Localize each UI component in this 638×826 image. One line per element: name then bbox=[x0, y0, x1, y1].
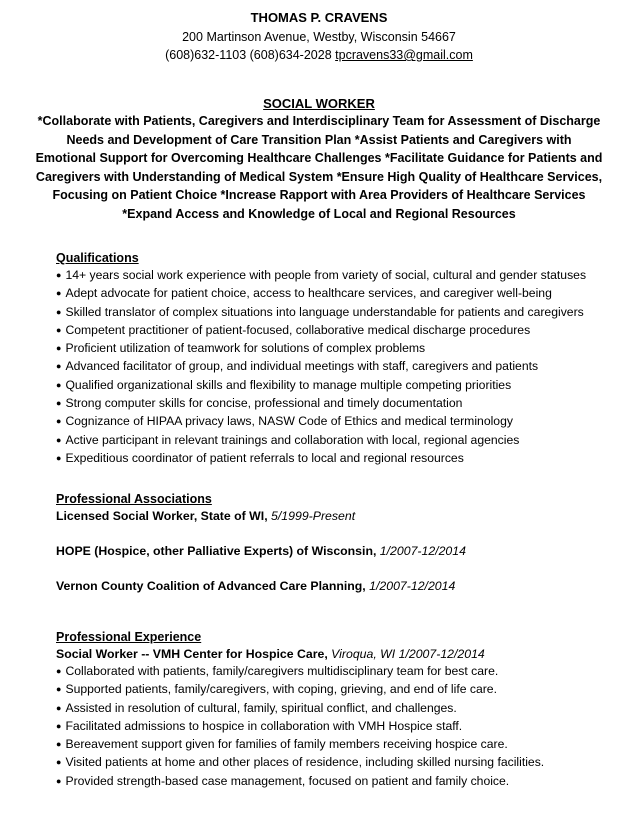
association-org: Licensed Social Worker, State of WI, bbox=[56, 509, 268, 523]
association-org: HOPE (Hospice, other Palliative Experts) of Wisconsin, bbox=[56, 544, 377, 558]
section-title-qualifications: Qualifications bbox=[56, 251, 139, 265]
job-heading bbox=[56, 646, 626, 663]
objective-line: Caregivers with Understanding of Medical System *Ensure High Quality of Healthcare Services, bbox=[35, 169, 603, 184]
qualifications-list bbox=[56, 267, 626, 468]
experience-section bbox=[56, 629, 626, 791]
association-entry bbox=[56, 508, 626, 525]
list-item: ● Supported patients, family/caregivers, with coping, grieving, and end of life care. bbox=[56, 681, 626, 699]
objective-line: *Expand Access and Knowledge of Local and Regional Resources bbox=[122, 206, 516, 221]
list-item: ● Competent practitioner of patient-focused, collaborative medical discharge procedures bbox=[56, 322, 626, 340]
objective-line: Needs and Development of Care Transition Plan *Assist Patients and Caregivers with bbox=[66, 132, 572, 147]
job-title: Social Worker -- VMH Center for Hospice Care, bbox=[56, 647, 328, 661]
list-item: ● Qualified organizational skills and flexibility to manage multiple competing priorities bbox=[56, 377, 626, 395]
candidate-name: THOMAS P. CRAVENS bbox=[250, 10, 388, 25]
objective-title: SOCIAL WORKER bbox=[263, 96, 375, 111]
section-title-associations: Professional Associations bbox=[56, 492, 212, 506]
associations-section bbox=[56, 491, 626, 595]
list-item: ● Active participant in relevant trainings and collaboration with local, regional agencies bbox=[56, 432, 626, 450]
list-item: ● Advanced facilitator of group, and individual meetings with staff, caregivers and patients bbox=[56, 358, 626, 376]
qualifications-section bbox=[56, 250, 626, 468]
contact-line bbox=[0, 48, 638, 62]
list-item: ● Collaborated with patients, family/caregivers multidisciplinary team for best care. bbox=[56, 663, 626, 681]
section-title-experience: Professional Experience bbox=[56, 630, 202, 644]
association-entry bbox=[56, 543, 626, 560]
objective-line: *Collaborate with Patients, Caregivers and Interdisciplinary Team for Assessment of Discharge bbox=[37, 114, 601, 128]
list-item: ● Adept advocate for patient choice, access to healthcare services, and caregiver well-being bbox=[56, 285, 626, 303]
list-item: ● Provided strength-based case management, focused on patient and family choice. bbox=[56, 773, 626, 791]
association-dates: 5/1999-Present bbox=[271, 509, 356, 523]
association-org: Vernon County Coalition of Advanced Care Planning, bbox=[56, 579, 366, 593]
list-item: ● Bereavement support given for families of family members receiving hospice care. bbox=[56, 736, 626, 754]
list-item: ● Cognizance of HIPAA privacy laws, NASW Code of Ethics and medical terminology bbox=[56, 413, 626, 431]
list-item: ● Expeditious coordinator of patient referrals to local and regional resources bbox=[56, 450, 626, 468]
list-item: ● Proficient utilization of teamwork for solutions of complex problems bbox=[56, 340, 626, 358]
objective-line: Focusing on Patient Choice *Increase Rapport with Area Providers of Healthcare Services bbox=[52, 188, 586, 202]
list-item: ● Facilitated admissions to hospice in collaboration with VMH Hospice staff. bbox=[56, 718, 626, 736]
association-dates: 1/2007-12/2014 bbox=[369, 579, 456, 593]
objective-summary bbox=[12, 112, 626, 223]
email-link[interactable]: tpcravens33@gmail.com bbox=[335, 48, 473, 62]
association-dates: 1/2007-12/2014 bbox=[379, 544, 466, 558]
experience-list bbox=[56, 663, 626, 791]
job-location-dates: Viroqua, WI 1/2007-12/2014 bbox=[331, 647, 485, 661]
association-entry bbox=[56, 578, 626, 595]
address-line: 200 Martinson Avenue, Westby, Wisconsin 54667 bbox=[182, 30, 456, 44]
objective-line: Emotional Support for Overcoming Healthcare Challenges *Facilitate Guidance for Patients and bbox=[35, 151, 603, 165]
list-item: ● Assisted in resolution of cultural, family, spiritual conflict, and challenges. bbox=[56, 700, 626, 718]
list-item: ● Visited patients at home and other places of residence, including skilled nursing facilities. bbox=[56, 754, 626, 772]
phone-numbers: (608)632-1103 (608)634-2028 bbox=[165, 48, 332, 62]
list-item: ● 14+ years social work experience with people from variety of social, cultural and gender statuses bbox=[56, 267, 626, 285]
list-item: ● Strong computer skills for concise, professional and timely documentation bbox=[56, 395, 626, 413]
list-item: ● Skilled translator of complex situations into language understandable for patients and caregivers bbox=[56, 304, 626, 322]
